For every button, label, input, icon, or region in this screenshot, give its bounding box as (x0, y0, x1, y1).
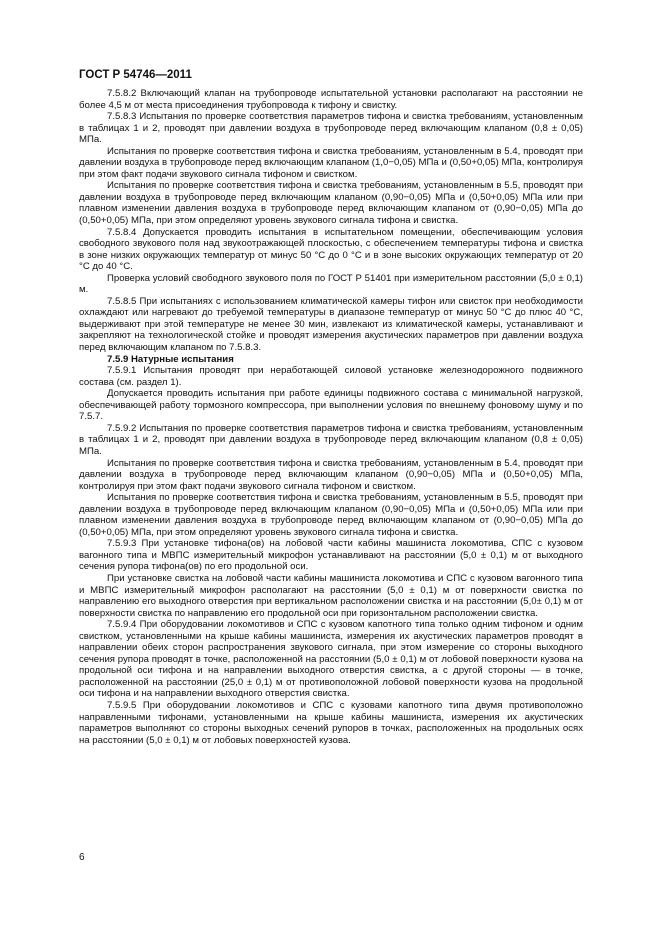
paragraph: Проверка условий свободного звукового поля по ГОСТ Р 51401 при измерительном расстоянии (5,0 ± 0,1) м. (79, 272, 583, 296)
paragraph-7-5-9-3: 7.5.9.3 При установке тифона(ов) на лобовой части кабины машиниста локомотива, СПС с кузовом вагонного типа и МВПС измерительный микрофон устанавливают на расстоянии (5,0 ± 0,1) м от выходного сечения рупора тифона(ов) по его продольной оси. (79, 538, 583, 573)
paragraph: Испытания по проверке соответствия тифона и свистка требованиям, установленным в 5.4, проводят при давлении воздуха в трубопроводе перед включающим клапаном (0,90−0,05) МПа и (0,50+0,05) МПа, контролируя при этом факт подачи звукового сигнала тифоном и свистком. (79, 457, 583, 492)
paragraph-7-5-9-4: 7.5.9.4 При оборудовании локомотивов и СПС с кузовом капотного типа только одним тифоном и одним свистком, установленными на крыше кабины машиниста, измерения их акустических параметров проводят в направлении обеих сторон распространения звукового сигнала, при этом измерение со стороны выходного сечения рупора проводят в точке, расположенной на расстоянии (5,0 ± 0,1) м от лобовой поверхности кузова на продольной оси тифона и на направлении выходного отверстия свистка, а с другой стороны — в точке, расположенной на расстоянии (25,0 ± 0,1) м от противоположной лобовой поверхности кузова на продольной оси тифона и на направлении выходного отверстия свистка. (79, 619, 583, 700)
paragraph: Допускается проводить испытания при работе единицы подвижного состава с минимальной нагрузкой, обеспечивающей работу тормозного компрессора, при выполнении условия по внешнему фоновому шуму и по 7.5.7. (79, 388, 583, 423)
paragraph-7-5-9-1: 7.5.9.1 Испытания проводят при неработающей силовой установке железнодорожного подвижного состава (см. раздел 1). (79, 365, 583, 388)
document-header: ГОСТ Р 54746—2011 (79, 69, 192, 81)
paragraph: При установке свистка на лобовой части кабины машиниста локомотива и СПС с кузовом вагонного типа и МВПС измерительный микрофон располагают на расстоянии (5,0 ± 0,1) м от поверхности свистка по направлению его выходного отверстия при вертикальном расположении свистка и на расстоянии (5,0± 0,1) м от поверхности свистка по направлению его продольной оси при горизонтальном расположении свистка. (79, 572, 583, 619)
document-body (79, 88, 583, 746)
paragraph-7-5-8-5: 7.5.8.5 При испытаниях с использованием климатической камеры тифон или свисток при необходимости охлаждают или нагревают до требуемой температуры в диапазоне температур от минус 50 °С до плюс 40 °С, выдерживают при этой температуре не менее 30 мин, извлекают из климатической камеры, устанавливают и закрепляют на технологической стойке и проводят измерения акустических параметров при давлении воздуха перед включающим клапаном по 7.5.8.3. (79, 295, 583, 354)
paragraph: Испытания по проверке соответствия тифона и свистка требованиям, установленным в 5.5, проводят при давлении воздуха в трубопроводе перед включающим клапаном (0,90−0,05) МПа и (0,50+0,05) МПа или при плавном изменении давления воздуха в трубопроводе перед включающим клапаном от (0,90−0,05) МПа до (0,50+0,05) МПа, при этом определяют уровень звукового сигнала тифона и свистка. (79, 180, 583, 227)
paragraph: Испытания по проверке соответствия тифона и свистка требованиям, установленным в 5.4, проводят при давлении воздуха в трубопроводе перед включающим клапаном (1,0−0,05) МПа и (0,50+0,05) МПа, контролируя при этом факт подачи звукового сигнала тифоном и свистком. (79, 145, 583, 180)
paragraph-7-5-9-5: 7.5.9.5 При оборудовании локомотивов и СПС с кузовами капотного типа двумя противоположно направленными тифонами, установленными на крыше кабины машиниста, измерения их акустических параметров выполняют со стороны выходных сечений рупоров в точках, расположенных на продольных осях на расстоянии (5,0 ± 0,1) м от лобовых поверхностей кузова. (79, 699, 583, 746)
section-heading-7-5-9: 7.5.9 Натурные испытания (107, 353, 234, 365)
paragraph-7-5-8-2: 7.5.8.2 Включающий клапан на трубопроводе испытательной установки располагают на расстоянии не более 4,5 м от места присоединения трубопровода к тифону и свистку. (79, 88, 583, 111)
paragraph: Испытания по проверке соответствия тифона и свистка требованиям, установленным в 5.5, проводят при давлении воздуха в трубопроводе перед включающим клапаном (0,90−0,05) МПа и (0,50+0,05) МПа или при плавном изменении давления воздуха в трубопроводе перед включающим клапаном от (0,90−0,05) МПа до (0,50+0,05) МПа, при этом определяют уровень звукового сигнала тифона и свистка. (79, 492, 583, 538)
page-number: 6 (79, 852, 85, 863)
paragraph-7-5-9-2: 7.5.9.2 Испытания по проверке соответствия параметров тифона и свистка требованиям, установленным в таблицах 1 и 2, проводят при давлении воздуха в трубопроводе перед включающим клапаном (0,8 ± 0,05) МПа. (79, 422, 583, 457)
paragraph-7-5-8-3: 7.5.8.3 Испытания по проверке соответствия параметров тифона и свистка требованиям, установленным в таблицах 1 и 2, проводят при давлении воздуха в трубопроводе перед включающим клапаном (0,8 ± 0,05) МПа. (79, 111, 583, 146)
paragraph-7-5-8-4: 7.5.8.4 Допускается проводить испытания в испытательном помещении, обеспечивающим условия свободного звукового поля над звукоотражающей плоскостью, с обеспечением температуры тифона и свистка в зоне низких окружающих температур от минус 50 °С до 0 °С и в зоне высоких окружающих температур от 20 °С до 40 °С. (79, 226, 583, 273)
